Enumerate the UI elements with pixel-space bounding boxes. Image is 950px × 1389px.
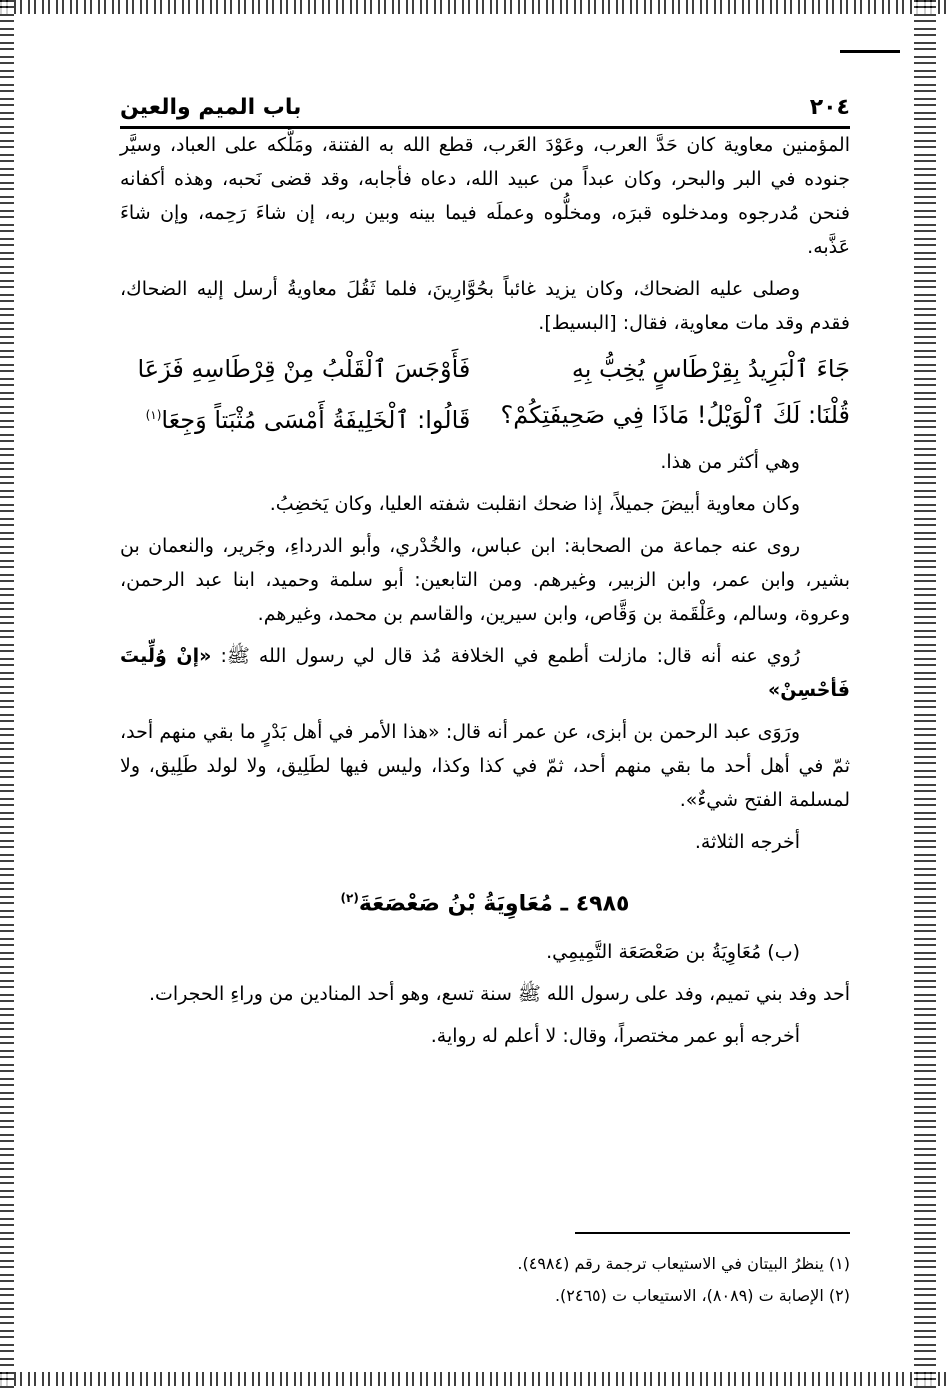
paragraph: (ب) مُعَاوِيَةُ بن صَعْصَعَة التَّمِيمِي.	[546, 941, 800, 964]
paragraph: ورَوَى عبد الرحمن بن أبزى، عن عمر أنه قال: «هذا الأمر في أهل بَدْرٍ ما بقي منهم أحد، ثمّ في أهل أحد ما بقي منهم أحد، ثمّ في كذا وكذا، وليس فيها لطَلِيق، ولا لولد طَلِيق، ولا لمسلمة الفتح شيءٌ».	[120, 721, 850, 811]
page-border-top	[0, 0, 950, 14]
poem-verse-1	[120, 348, 850, 390]
page-border-bottom	[0, 1372, 950, 1386]
page-title: باب الميم والعين	[120, 95, 302, 120]
entry-title	[120, 881, 850, 921]
verse-hemistich: جَاءَ ٱلْبَرِيدُ بِقِرْطَاسٍ يُخِبُّ بِهِ	[571, 355, 850, 383]
footnote-ref: (١)	[145, 408, 162, 422]
paragraph: أخرجه أبو عمر مختصراً، وقال: لا أعلم له رواية.	[430, 1025, 800, 1048]
paragraph: المؤمنين معاوية كان حَدَّ العرب، وعَوْدَ العَرب، قطع الله به الفتنة، ومَلَّكه على العباد، وسيَّر جنوده في البر والبحر، وكان عبداً من عبيد الله، دعاه فأجابه، وقد قضى نَحبه، وهذه أكفانه فنحن مُدرجوه ومدخلوه قبرَه، ومخلُّوه وعملَه فيما بينه وبين ربه، إن شاءَ رَحِمه، وإن شاءَ عَذَّبه.	[120, 134, 850, 258]
verse-text: قَالُوا: ٱلْخَلِيفَةُ أَمْسَى مُثْبَتاً وَجِعَا	[161, 406, 471, 434]
verse-hemistich	[120, 394, 470, 441]
footnote-separator	[575, 1232, 850, 1234]
footnotes	[120, 1248, 850, 1312]
page-body	[120, 128, 850, 1061]
page-header	[120, 80, 850, 129]
paragraph-text: رُوي عنه أنه قال: مازلت أطمع في الخلافة مُذ قال لي رسول الله ﷺ:	[220, 645, 801, 667]
footnote-ref: (٢)	[340, 891, 359, 905]
paragraph: أخرجه الثلاثة.	[694, 831, 800, 853]
verse-hemistich: فَأَوْجَسَ ٱلْقَلْبُ مِنْ قِرْطَاسِهِ فَزَعَا	[137, 355, 471, 383]
paragraph: وكان معاوية أبيضَ جميلاً، إذا ضحك انقلبت شفته العليا، وكان يَخضِبُ.	[269, 493, 800, 515]
entry-title-text: ٤٩٨٥ ـ مُعَاوِيَةُ بْنُ صَعْصَعَةَ	[358, 891, 630, 917]
page-border-left	[0, 0, 14, 1389]
footnote: (١) ينظرُ البيتان في الاستيعاب ترجمة رقم (٤٩٨٤).	[517, 1254, 850, 1273]
verse-hemistich: قُلْنَا: لَكَ ٱلْوَيْلُ! مَاذَا فِي صَحِيفَتِكُمْ؟	[500, 401, 850, 429]
page-number: ٢٠٤	[809, 95, 850, 120]
paragraph: وصلى عليه الضحاك، وكان يزيد غائباً بحُوَّارِينَ، فلما ثَقُلَ معاويةُ أرسل إليه الضحاك، فقدم وقد مات معاوية، فقال: [البسيط].	[120, 278, 850, 334]
hadith-quote: «إنْ وُلِّيتَ فَأحْسِنْ»	[120, 645, 850, 701]
paragraph	[120, 639, 850, 707]
page-border-right	[914, 0, 936, 1389]
poem-verse-2	[120, 394, 850, 441]
footnote: (٢) الإصابة ت (٨٠٨٩)، الاستيعاب ت (٢٤٦٥).	[554, 1286, 850, 1305]
paragraph: وهي أكثر من هذا.	[660, 451, 800, 473]
decorative-rule	[840, 50, 900, 53]
paragraph: أحد وفد بني تميم، وفد على رسول الله ﷺ سنة تسع، وهو أحد المنادين من وراءِ الحجرات.	[148, 983, 850, 1006]
paragraph: روى عنه جماعة من الصحابة: ابن عباس، والخُدْري، وأبو الدرداءِ، وجَرير، والنعمان بن بشير، وابن عمر، وابن الزبير، وغيرهم. ومن التابعين: أبو سلمة وحميد، ابنا عبد الرحمن، وعروة، وسالم، وعَلْقَمة بن وَقَّاص، وابن سيرين، والقاسم بن محمد، وغيرهم.	[120, 535, 850, 625]
